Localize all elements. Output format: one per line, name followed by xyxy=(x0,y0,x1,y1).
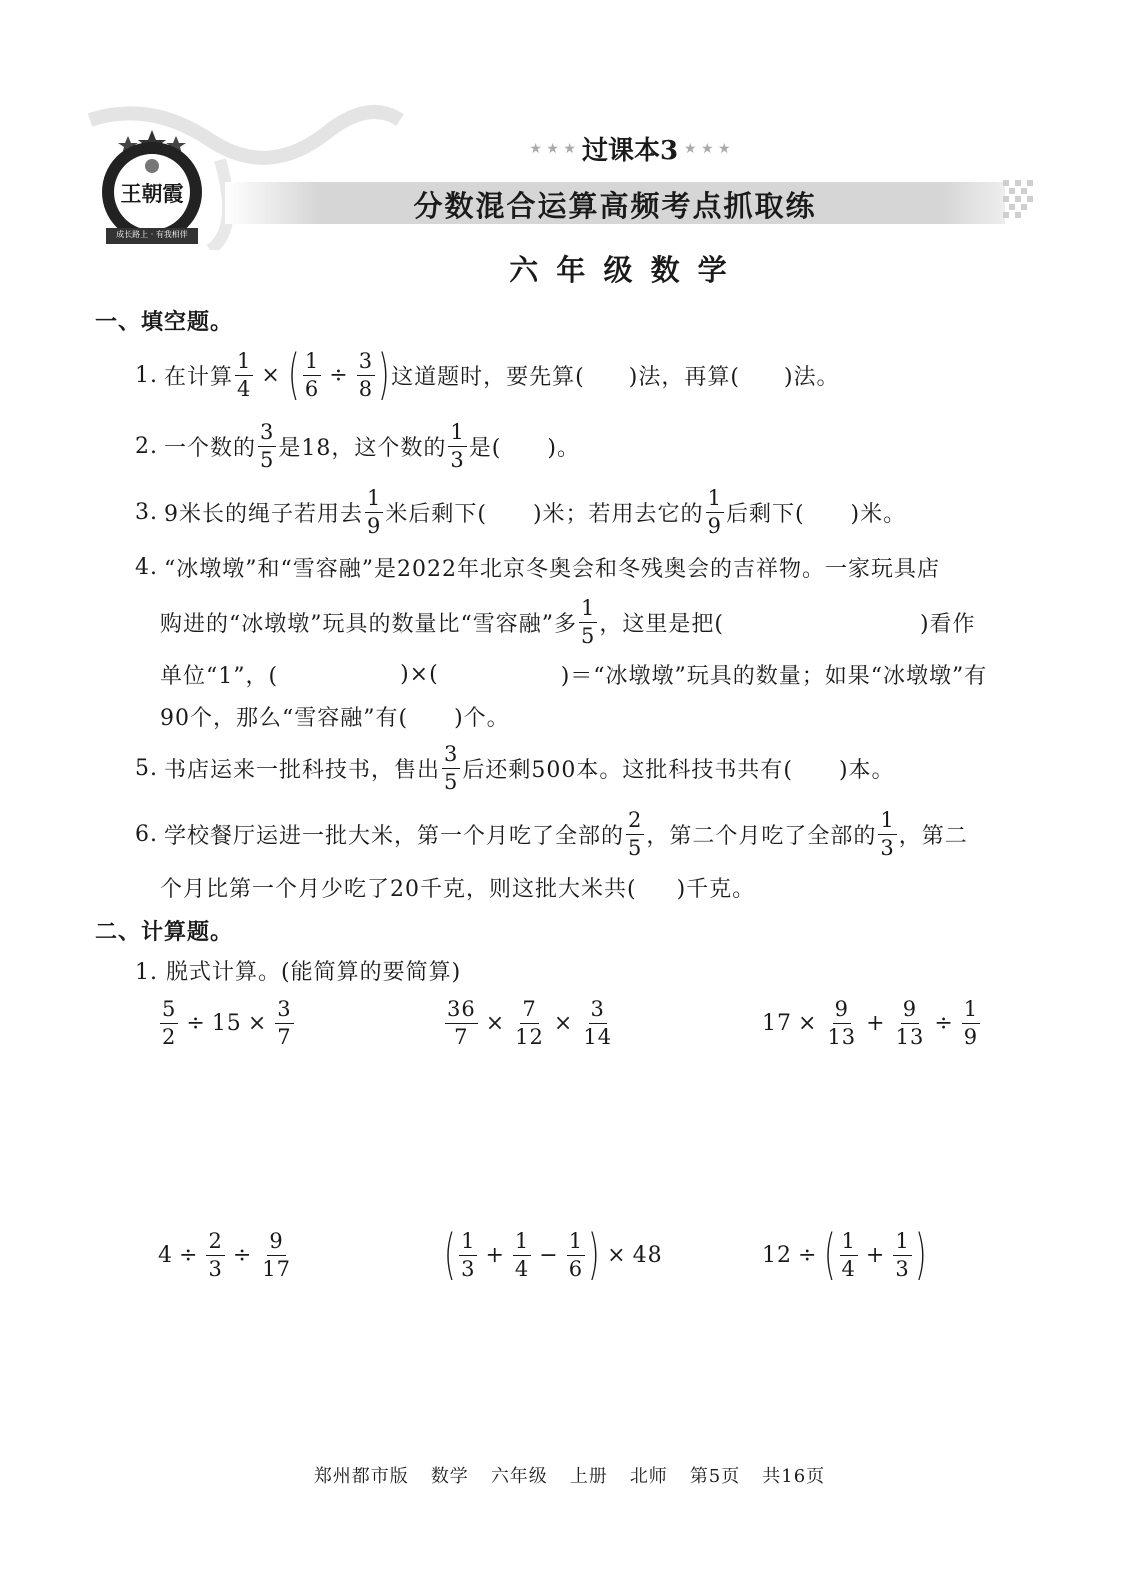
paren-right: ) xyxy=(914,1223,927,1286)
operator: ÷ xyxy=(934,1010,954,1036)
paren-right: ) xyxy=(588,1223,601,1286)
question-1 xyxy=(135,345,840,405)
expression-4 xyxy=(158,1224,295,1286)
header xyxy=(0,0,1139,300)
number: 4 xyxy=(158,1242,173,1268)
fraction: $\frac{9}{17}$ xyxy=(262,1228,291,1281)
operator: × xyxy=(798,1010,818,1036)
question-number: 1. xyxy=(135,362,158,388)
fraction: $\frac{1}{3}$ xyxy=(895,1228,910,1281)
page-title: 分数混合运算高频考点抓取练 xyxy=(413,189,817,223)
question-4-line-1 xyxy=(135,552,940,582)
question-number: 5. xyxy=(135,755,158,781)
footer-volume: 上册 xyxy=(569,1466,608,1487)
question-text: 是( xyxy=(468,435,502,461)
fraction: $\frac{5}{2}$ xyxy=(162,996,177,1049)
fraction: $\frac{1}{6}$ xyxy=(568,1228,584,1281)
page-subtitle: 六 年 级 数 学 xyxy=(509,253,731,287)
footer-publisher: 北师 xyxy=(629,1466,668,1487)
page-footer xyxy=(0,1462,1139,1488)
fraction: $\frac{2}{3}$ xyxy=(208,1228,223,1281)
operator: × xyxy=(607,1242,627,1268)
question-number: 6. xyxy=(135,821,158,847)
question-text: ，第二 xyxy=(898,823,968,849)
fraction: $\frac{1}{3}$ xyxy=(461,1228,476,1281)
logo-banner: 成长路上 · 有我相伴 xyxy=(116,230,188,239)
question-6-line-1 xyxy=(135,808,968,860)
question-text: 米后剩下( xyxy=(385,501,487,527)
question-text: )千克。 xyxy=(676,876,756,902)
question-text: 学校餐厅运进一批大米，第一个月吃了全部的 xyxy=(164,823,625,849)
number: 12 xyxy=(762,1242,792,1268)
question-4-line-4 xyxy=(160,701,510,731)
question-text: 购进的“冰墩墩”玩具的数量比“雪容融”多 xyxy=(160,611,577,637)
footer-page: 第5页 xyxy=(689,1466,741,1487)
star-icon: ★ ★ ★ xyxy=(684,140,731,157)
operator: × xyxy=(247,1010,268,1036)
question-text: )×( xyxy=(400,661,439,687)
question-text: ，这里是把( xyxy=(599,611,724,637)
operator: × xyxy=(553,1010,574,1036)
question-number: 2. xyxy=(135,433,158,459)
question-text: )本。 xyxy=(838,757,895,783)
paren-right: ) xyxy=(378,343,391,406)
operator: ÷ xyxy=(179,1242,199,1268)
operator: + xyxy=(485,1242,505,1268)
question-text: 这道题时，要先算( xyxy=(391,364,585,390)
expression-2 xyxy=(443,994,616,1052)
question-text: )个。 xyxy=(454,705,510,731)
question-text: 后剩下( xyxy=(725,501,805,527)
fraction: $\frac{9}{13}$ xyxy=(827,996,857,1049)
expression-1 xyxy=(158,994,296,1052)
footer-edition: 郑州都市版 xyxy=(313,1466,409,1487)
section2-title: 二、计算题。 xyxy=(95,920,234,945)
question-4-line-3 xyxy=(160,659,987,689)
fraction: $\frac{1}{9}$ xyxy=(963,996,979,1049)
question-text: )＝“冰墩墩”玩具的数量；如果“冰墩墩”有 xyxy=(560,663,988,689)
question-text: )法，再算( xyxy=(628,364,740,390)
footer-subject: 数学 xyxy=(430,1466,469,1487)
question-text: )法。 xyxy=(783,364,840,390)
question-text: 90个，那么“雪容融”有( xyxy=(160,705,409,731)
number: 17 xyxy=(762,1010,792,1036)
question-number: 4. xyxy=(135,554,158,580)
fraction: $\frac{1}{5}$ xyxy=(581,595,596,648)
fraction: $\frac{1}{9}$ xyxy=(367,485,382,538)
question-text: 一个数的 xyxy=(164,435,257,461)
question-text: 后还剩500本。这批科技书共有( xyxy=(462,757,793,783)
question-text: )米；若用去它的 xyxy=(532,501,704,527)
fraction: $\frac{1}{4}$ xyxy=(237,348,252,401)
fraction: $\frac{1}{9}$ xyxy=(707,485,722,538)
series-label: 过课本3 xyxy=(581,136,679,166)
question-text: 单位“1”，( xyxy=(160,663,279,689)
question-6-line-2 xyxy=(160,872,755,902)
number: 15 xyxy=(211,1010,242,1036)
operator: × xyxy=(485,1010,506,1036)
paren-left: ( xyxy=(824,1223,837,1286)
paren-left: ( xyxy=(443,1223,457,1286)
question-text: )。 xyxy=(547,435,580,461)
fraction: $\frac{1}{3}$ xyxy=(450,419,465,472)
question-text: )米。 xyxy=(850,501,907,527)
question-text: “冰墩墩”和“雪容融”是2022年北京冬奥会和冬残奥会的吉祥物。一家玩具店 xyxy=(164,556,940,582)
operator: + xyxy=(866,1010,886,1036)
operator: × xyxy=(261,362,281,388)
fraction: $\frac{3}{8}$ xyxy=(358,348,374,401)
fraction: $\frac{3}{5}$ xyxy=(260,419,275,472)
question-text: ，第二个月吃了全部的 xyxy=(646,823,877,849)
fraction: $\frac{1}{3}$ xyxy=(880,807,895,860)
question-text: 是18，这个数的 xyxy=(278,435,447,461)
number: 48 xyxy=(632,1242,663,1268)
fraction: $\frac{1}{4}$ xyxy=(514,1228,530,1281)
question-5 xyxy=(135,742,895,794)
question-text: 9米长的绳子若用去 xyxy=(164,501,363,527)
fraction: $\frac{7}{12}$ xyxy=(515,996,544,1049)
brand-logo xyxy=(98,128,206,250)
operator: ÷ xyxy=(186,1010,206,1036)
fraction: $\frac{9}{13}$ xyxy=(895,996,925,1049)
answer-workspace[interactable] xyxy=(135,1295,1035,1435)
section1-title: 一、填空题。 xyxy=(95,310,234,335)
expression-6 xyxy=(762,1224,928,1286)
fraction: $\frac{2}{5}$ xyxy=(628,807,643,860)
expression-5 xyxy=(443,1224,663,1286)
fraction: $\frac{3}{5}$ xyxy=(444,741,459,794)
logo-text: 王朝霞 xyxy=(120,181,184,206)
question-text: 在计算 xyxy=(164,364,234,390)
fraction: $\frac{3}{14}$ xyxy=(583,996,613,1049)
question-3 xyxy=(135,486,906,538)
fraction: $\frac{1}{4}$ xyxy=(841,1228,856,1281)
fraction: $\frac{1}{6}$ xyxy=(304,348,320,401)
question-text: 个月比第一个月少吃了20千克，则这批大米共( xyxy=(160,876,637,902)
operator: + xyxy=(865,1242,886,1268)
expression-3 xyxy=(762,994,982,1052)
fraction: $\frac{36}{7}$ xyxy=(447,996,476,1049)
footer-total: 共16页 xyxy=(762,1466,826,1487)
paren-left: ( xyxy=(287,343,300,406)
checker-decoration xyxy=(1003,180,1037,226)
operator: ÷ xyxy=(232,1242,253,1268)
question-text: 书店运来一批科技书，售出 xyxy=(164,757,441,783)
question-text: )看作 xyxy=(919,611,976,637)
operator: − xyxy=(539,1242,559,1268)
answer-workspace[interactable] xyxy=(135,1060,1035,1220)
series-line xyxy=(500,130,760,167)
fraction: $\frac{3}{7}$ xyxy=(277,996,292,1049)
operator: ÷ xyxy=(329,362,349,388)
question-number: 3. xyxy=(135,499,158,525)
operator: ÷ xyxy=(798,1242,818,1268)
star-icon: ★ ★ ★ xyxy=(529,140,576,157)
question-2 xyxy=(135,420,580,472)
question-4-line-2 xyxy=(160,596,976,648)
calc-instruction: 1. 脱式计算。(能简算的要简算) xyxy=(135,959,462,985)
footer-grade: 六年级 xyxy=(490,1466,548,1487)
